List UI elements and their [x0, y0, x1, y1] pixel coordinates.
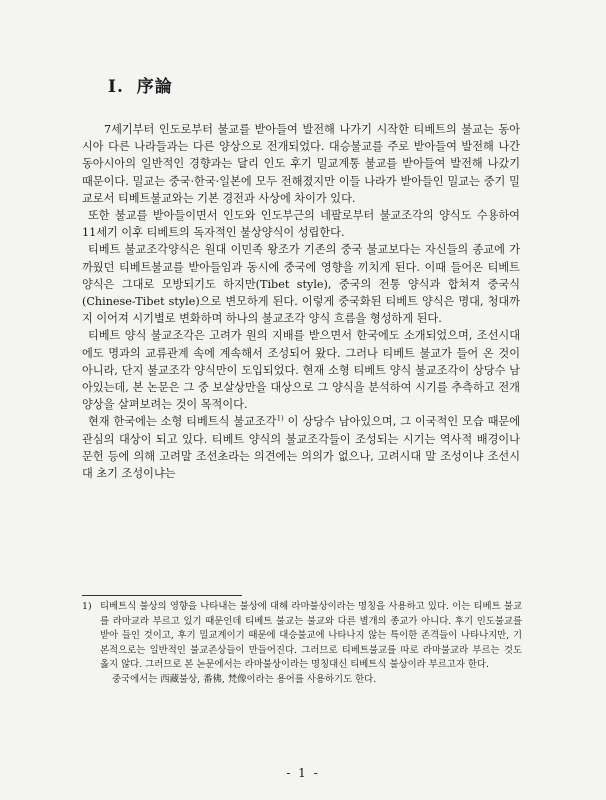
footnote-divider: [82, 595, 242, 596]
paragraph: [82, 413, 520, 482]
paragraph-text: 현재 한국에는 소형 티베트식 불교조각: [88, 415, 277, 429]
footnote-text: 티베트식 불상의 영향을 나타내는 불상에 대해 라마불상이라는 명칭을 사용하고 있다. 이는 티베트 불교를 라마교라 부르고 있기 때문인데 티베트 불교는 불교와 다른 별개의 종교가 아니다. 후기 인도불교를 받아 들인 것이고, 후기 밀교계이기 때문에 대승불교에 나타나지 않는 특이한 존격들이 나타나지만, 기본적으로는 일반적인 불교존상들이 만들어진다. 그러므로 티베트불교를 따로 라마불교라 부르는 것도 옳지 않다. 그러므로 본 논문에서는 라마불상이라는 명칭대신 티베트식 불상이라 부르고자 한다.: [100, 601, 522, 671]
paragraph: 티베트 불교조각양식은 원대 이민족 왕조가 기존의 중국 불교보다는 자신들의 종교에 가까웠던 티베트불교를 받아들임과 동시에 중국에 영향을 끼치게 된다. 이때 들어온 티베트 양식은 그대로 모방되기도 하지만(Tibet style), 중국의 전통 양식과 합쳐져 중국식(Chinese-Tibet style)으로 변모하게 된다. 이렇게 중국화된 티베트 양식은 명대, 청대까지 이어져 시기별로 변화하며 하나의 불교조각 양식 흐름을 형성하게 된다.: [82, 243, 520, 326]
section-number: Ⅰ.: [108, 77, 124, 97]
paragraph: 티베트 양식 불교조각은 고려가 원의 지배를 받으면서 한국에도 소개되었으며, 조선시대에도 명과의 교류관계 속에 계속해서 조성되어 왔다. 그러나 티베트 불교가 들어 온 것이 아니라, 단지 불교조각 양식만이 도입되었다. 현재 소형 티베트 양식 불교조각이 상당수 남아있는데, 본 논문은 그 중 보살상만을 대상으로 그 양식을 분석하여 시기를 추측하고 전개양상을 살펴보려는 것이 목적이다.: [82, 329, 520, 412]
section-title: 序論: [136, 77, 173, 97]
paragraph: 또한 불교를 받아들이면서 인도와 인도부근의 네팔로부터 불교조각의 양식도 수용하여 11세기 이후 티베트의 독자적인 불상양식이 성립한다.: [82, 209, 520, 240]
page-number: - 1 -: [286, 766, 320, 780]
footnote: [82, 600, 522, 688]
footnote-extra-text: 중국에서는 西藏불상, 番佛, 梵像이라는 용어를 사용하기도 한다.: [112, 673, 377, 685]
section-heading: [108, 72, 173, 97]
paragraph-text: 이 상당수 남아있으며, 그 이국적인 모습 때문에 관심의 대상이 되고 있다. 티베트 양식의 불교조각들이 조성되는 시기는 역사적 배경이나 문헌 등에 의해 고려말 조선초라는 의견에는 의의가 없으나, 고려시대 말 조성이냐 조선시대 초기 조성이냐는: [82, 415, 521, 481]
paragraph: 7세기부터 인도로부터 불교를 받아들여 발전해 나가기 시작한 티베트의 불교는 동아시아 다른 나라들과는 다른 양상으로 전개되었다. 대승불교를 주로 받아들여 발전해 나간 동아시아의 일반적인 경향과는 달리 인도 후기 밀교계통 불교를 받아들여 발전해 나갔기 때문이다. 밀교는 중국·한국·일본에 모두 전해졌지만 이들 나라가 받아들인 밀교는 중기 밀교로서 티베트불교와는 기본 경전과 사상에 차이가 있다.: [82, 123, 520, 205]
body-text: [82, 121, 520, 482]
footnote-number: 1): [82, 601, 92, 612]
footnote-reference[interactable]: 1): [276, 414, 284, 423]
